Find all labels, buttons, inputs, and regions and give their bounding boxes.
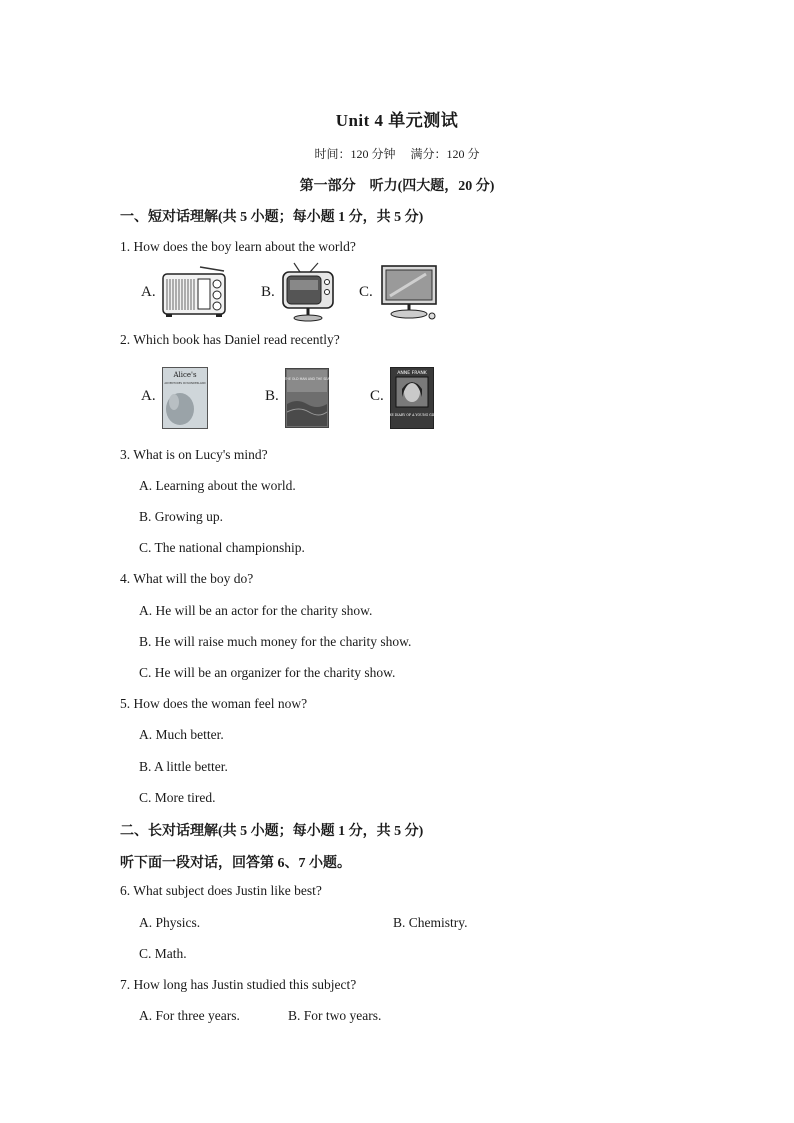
alice-book-cover: [162, 367, 208, 429]
q5-option-b: B. A little better.: [139, 759, 228, 774]
question-1: 1. How does the boy learn about the world?: [120, 239, 356, 254]
q3-option-b: B. Growing up.: [139, 509, 223, 524]
section2-instruction: 听下面一段对话，回答第 6、7 小题。: [120, 856, 351, 871]
section1-heading: 一、短对话理解(共 5 小题；每小题 1 分，共 5 分): [120, 210, 424, 225]
exam-score: 满分：120 分: [410, 147, 480, 161]
q1-option-c-label: C.: [359, 284, 373, 300]
question-2: 2. Which book has Daniel read recently?: [120, 332, 340, 347]
q5-option-a: A. Much better.: [139, 727, 224, 742]
q4-option-a: A. He will be an actor for the charity show.: [139, 603, 373, 618]
q2-option-c-label: C.: [370, 388, 384, 404]
q1-option-b-label: B.: [261, 284, 275, 300]
q6-option-a: A. Physics.: [139, 915, 201, 930]
q2-option-b-label: B.: [265, 388, 279, 404]
radio-icon: [160, 265, 230, 319]
q3-option-c: C. The national championship.: [139, 540, 305, 555]
q4-option-b: B. He will raise much money for the charity show.: [139, 634, 412, 649]
q2-option-a-label: A.: [141, 388, 156, 404]
exam-time: 时间：120 分钟: [314, 147, 396, 161]
q6-option-b: B. Chemistry.: [393, 915, 468, 930]
q3-option-a: A. Learning about the world.: [139, 478, 296, 493]
question-7: 7. How long has Justin studied this subject?: [120, 977, 357, 992]
q6-option-c: C. Math.: [139, 946, 187, 961]
computer-monitor-icon: [378, 264, 442, 322]
television-icon: [280, 262, 336, 322]
q4-option-c: C. He will be an organizer for the charity show.: [139, 665, 396, 680]
question-3: 3. What is on Lucy's mind?: [120, 447, 268, 462]
diary-cover-title: THE DIARY OF A YOUNG GIRL: [386, 413, 438, 417]
question-6: 6. What subject does Justin like best?: [120, 883, 322, 898]
old-man-cover-title: THE OLD MAN AND THE SEA: [284, 377, 330, 381]
question-5: 5. How does the woman feel now?: [120, 696, 308, 711]
diary-cover-author: ANNE FRANK: [397, 371, 427, 376]
alice-cover-subtitle: ADVENTURES IN WONDERLAND: [164, 382, 206, 385]
page-title: Unit 4 单元测试: [335, 111, 459, 130]
alice-cover-title: Alice's: [173, 371, 197, 379]
q5-option-c: C. More tired.: [139, 790, 216, 805]
part-heading: 第一部分 听力(四大题，20 分): [299, 179, 495, 194]
section2-heading: 二、长对话理解(共 5 小题；每小题 1 分，共 5 分): [120, 824, 424, 839]
exam-meta: [0, 145, 794, 162]
q7-option-b: B. For two years.: [288, 1008, 382, 1023]
diary-of-a-young-girl-book-cover: [386, 367, 438, 429]
q7-option-a: A. For three years.: [139, 1008, 240, 1023]
question-4: 4. What will the boy do?: [120, 571, 254, 586]
q1-option-a-label: A.: [141, 284, 156, 300]
old-man-and-the-sea-book-cover: [285, 368, 329, 428]
